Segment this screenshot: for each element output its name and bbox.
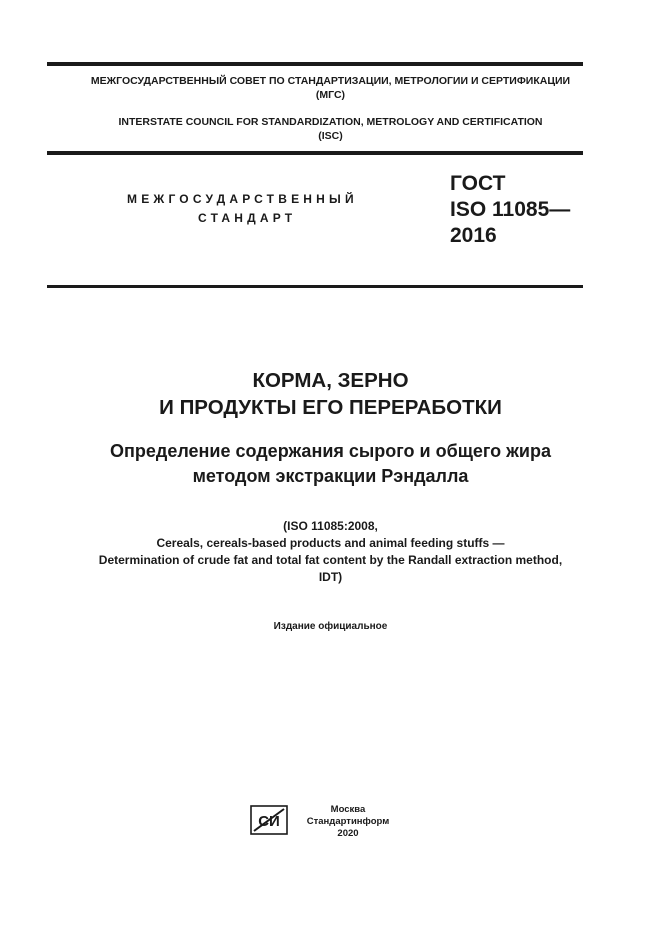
council-abbr-en: (ISC) <box>318 130 343 142</box>
iso-reference-line: (ISO 11085:2008, <box>283 519 378 533</box>
publisher-imprint <box>300 804 396 840</box>
standard-code-prefix: ГОСТ <box>450 172 506 195</box>
title-rule <box>47 285 583 288</box>
publisher-name: Стандартинформ <box>306 816 390 827</box>
header-rule <box>47 151 583 155</box>
council-name-ru-line: МЕЖГОСУДАРСТВЕННЫЙ СОВЕТ ПО СТАНДАРТИЗАЦИИ, МЕТРОЛОГИИ И СЕРТИФИКАЦИИ <box>90 75 571 87</box>
standartinform-logo-icon <box>250 805 288 835</box>
standard-code-number: ISO 11085— <box>450 198 571 221</box>
top-rule <box>47 62 583 66</box>
council-abbr-ru: (МГС) <box>315 89 346 101</box>
iso-reference-line: IDT) <box>318 570 343 584</box>
council-name-en <box>0 115 661 143</box>
main-title <box>0 367 661 421</box>
publisher-city: Москва <box>330 804 366 815</box>
iso-reference <box>0 518 661 586</box>
iso-reference-line: Determination of crude fat and total fat content by the Randall extraction method, <box>98 553 563 567</box>
standard-kind-line1: МЕЖГОСУДАРСТВЕННЫЙ <box>127 192 358 206</box>
iso-reference-line: Cereals, cereals-based products and animal feeding stuffs — <box>156 536 505 550</box>
subtitle <box>0 439 661 489</box>
publisher-year: 2020 <box>337 828 359 839</box>
subtitle-line: методом экстракции Рэндалла <box>192 466 469 486</box>
council-name-ru <box>0 74 661 102</box>
standard-code <box>450 171 570 249</box>
logo-letters: СИ <box>258 813 280 830</box>
edition-label: Издание официальное <box>273 621 388 632</box>
main-title-line: КОРМА, ЗЕРНО <box>252 369 409 392</box>
standard-kind-line2: СТАНДАРТ <box>198 211 297 225</box>
standard-code-year: 2016 <box>450 224 497 247</box>
council-name-en-line: INTERSTATE COUNCIL FOR STANDARDIZATION, METROLOGY AND CERTIFICATION <box>118 116 543 128</box>
subtitle-line: Определение содержания сырого и общего жира <box>110 441 551 461</box>
main-title-line: И ПРОДУКТЫ ЕГО ПЕРЕРАБОТКИ <box>159 396 502 419</box>
